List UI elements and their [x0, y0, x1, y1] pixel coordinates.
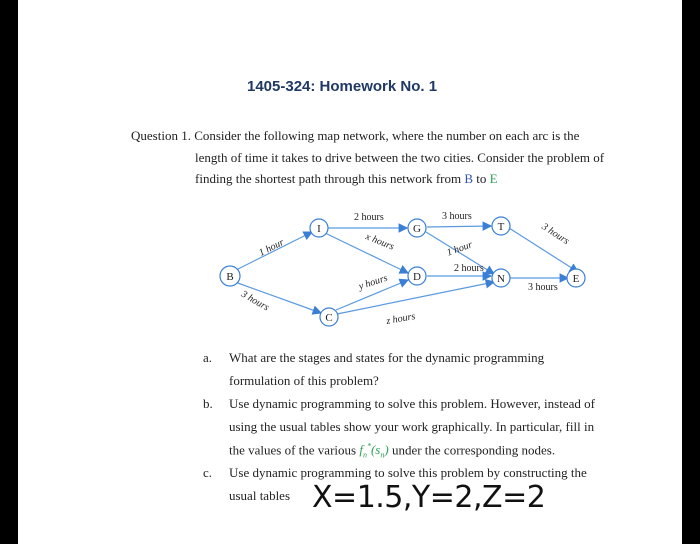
- item-b-line-1: b. Use dynamic programming to solve this problem. However, instead of: [203, 396, 595, 411]
- node-t-label: T: [497, 221, 505, 233]
- fn-symbol: $f_n^*(s_n)$: [359, 442, 389, 460]
- arc-label-t-e: 3 hours: [539, 221, 572, 248]
- item-c-line-1: c. Use dynamic programming to solve this problem by constructing the: [203, 465, 587, 480]
- arc-label-c-d: y hours: [357, 272, 390, 293]
- arc-label-n-e: 3 hours: [528, 282, 558, 293]
- question-line-2: length of time it takes to drive between the two cities. Consider the problem of: [195, 149, 605, 165]
- node-n-label: N: [497, 273, 505, 285]
- node-c-label: C: [325, 312, 333, 324]
- arc-label-g-n: 1 hour: [445, 239, 474, 259]
- question-line-1: Question 1. Consider the following map network, where the number on each arc is the: [131, 128, 580, 143]
- item-a-line-2: formulation of this problem?: [229, 373, 379, 388]
- node-b-label: B: [226, 271, 234, 283]
- node-g-label: G: [413, 223, 421, 235]
- start-node-ref: B: [464, 171, 474, 186]
- page-title: 1405-324: Homework No. 1: [247, 78, 438, 95]
- end-node-ref: E: [489, 171, 498, 186]
- arc-label-b-i: 1 hour: [257, 236, 286, 259]
- map-network-diagram: [218, 200, 578, 330]
- handwritten-answer: X=1.5,Y=2,Z=2: [312, 480, 546, 515]
- arc-label-d-n: 2 hours: [454, 263, 484, 274]
- arc-label-g-t: 3 hours: [442, 211, 472, 222]
- node-d-label: D: [413, 271, 421, 283]
- arc-label-b-c: 3 hours: [239, 288, 271, 314]
- node-i-label: I: [317, 223, 321, 235]
- item-a-line-1: a. What are the stages and states for the dynamic programming: [203, 350, 545, 365]
- arc-g-t: [427, 226, 491, 227]
- item-b-line-3: the values of the various $f_n^*(s_n)$ under the corresponding nodes.: [229, 442, 556, 460]
- node-e-label: E: [572, 273, 580, 285]
- homework-page: [18, 0, 682, 544]
- item-c-line-2: usual tables: [229, 488, 291, 503]
- arc-label-i-g: 2 hours: [354, 212, 384, 223]
- item-b-line-2: using the usual tables show your work graphically. In particular, fill in: [229, 419, 595, 434]
- arc-label-i-d: x hours: [363, 231, 396, 253]
- arc-label-c-n: z hours: [385, 311, 417, 327]
- question-line-3: finding the shortest path through this network from B to E: [195, 171, 498, 186]
